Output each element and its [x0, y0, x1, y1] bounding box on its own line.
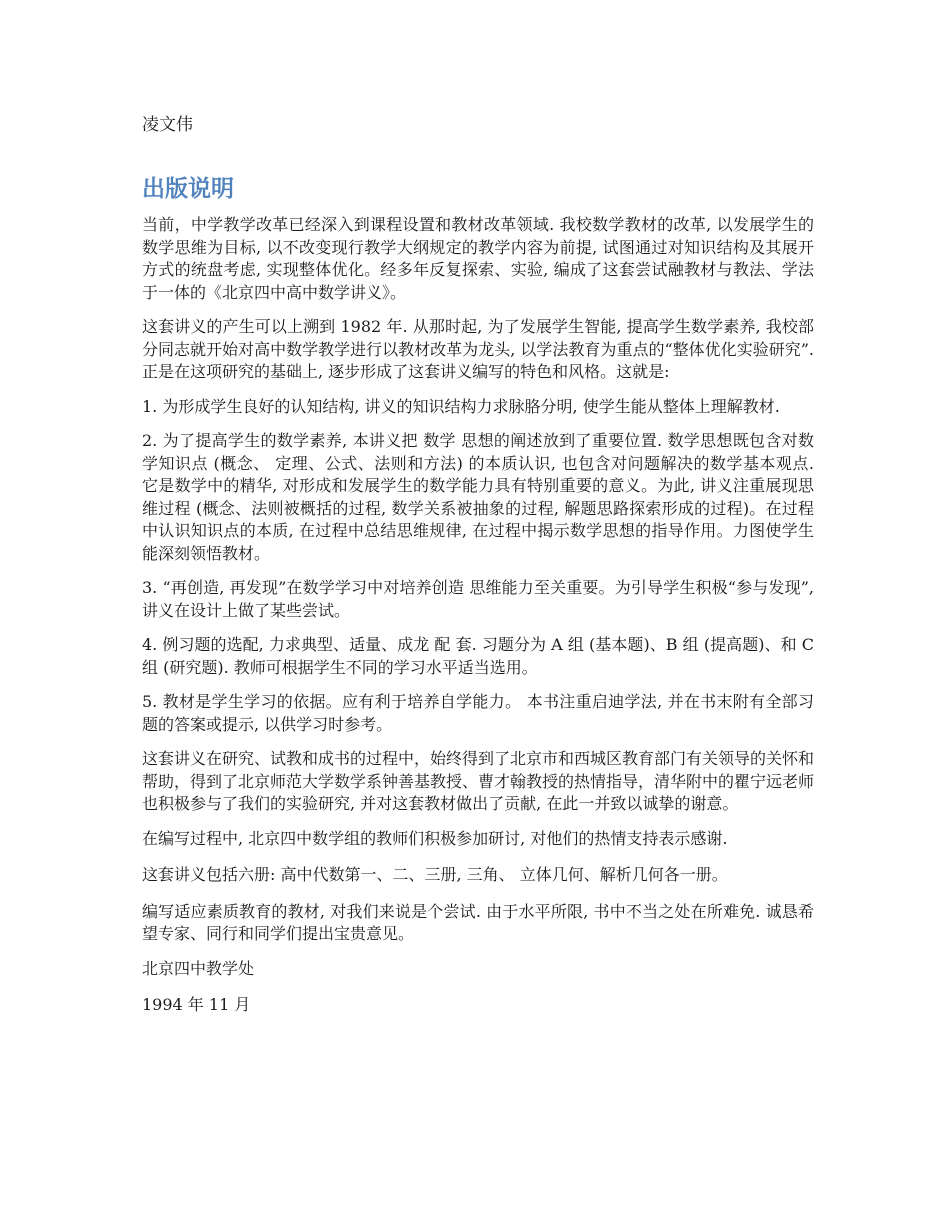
signature-org: 北京四中教学处 — [142, 958, 255, 978]
section-heading: 出版说明 — [142, 176, 234, 202]
paragraph-acknowledgement: 这套讲义在研究、试教和成书的过程中，始终得到了北京市和西城区教育部门有关领导的关怀和帮助，得到了北京师范大学数学系钟善基教授、曹才翰教授的热情指导，清华附中的瞿宁远老师也积极参与了我们的实验研究, 并对这套教材做出了贡献, 在此一并致以诚挚的谢意。 — [142, 749, 815, 813]
paragraph-volumes: 这套讲义包括六册: 高中代数第一、二、三册, 三角、 立体几何、解析几何各一册。 — [142, 865, 728, 884]
paragraph-closing: 编写适应素质教育的教材, 对我们来说是个尝试. 由于水平所限, 书中不当之处在所难免. 诚恳希望专家、同行和同学们提出宝贵意见。 — [142, 901, 814, 943]
paragraph-point-4: 4. 例习题的选配, 力求典型、适量、成龙 配 套. 习题分为 A 组 (基本题)、B 组 (提高题)、和 C 组 (研究题). 教师可根据学生不同的学习水平适当选用。 — [142, 635, 814, 677]
paragraph-history: 这套讲义的产生可以上溯到 1982 年. 从那时起, 为了发展学生智能, 提高学生数学素养, 我校部分同志就开始对高中数学教学进行以教材改革为龙头, 以学法教育为重点的“整体优化实验研究”. 正是在这项研究的基础上, 逐步形成了这套讲义编写的特色和风格。这就是: — [142, 317, 814, 381]
paragraph-point-2: 2. 为了提高学生的数学素养, 本讲义把 数学 思想的阐述放到了重要位置. 数学思想既包含对数学知识点 (概念、 定理、公式、法则和方法) 的本质认识, 也包含对问题解决的数学基本观点. 它是数学中的精华, 对形成和发展学生的数学能力具有特别重要的意义。为此, 讲义注重展现思维过程 (概念、法则被概括的过程, 数学关系被抽象的过程, 解题思路探索形成的过程)。在过程中认识知识点的本质, 在过程中总结思维规律, 在过程中揭示数学思想的指导作用。力图使学生能深刻领悟教材。 — [142, 431, 814, 563]
author-name: 凌文伟 — [142, 115, 193, 135]
paragraph-thanks: 在编写过程中, 北京四中数学组的教师们积极参加研讨, 对他们的热情支持表示感谢. — [142, 828, 728, 848]
paragraph-intro: 当前，中学教学改革已经深入到课程设置和教材改革领域. 我校数学教材的改革, 以发展学生的数学思维为目标, 以不改变现行教学大纲规定的教学内容为前提, 试图通过对知识结构及其展开方式的统盘考虑, 实现整体优化。经多年反复探索、实验, 编成了这套尝试融教材与教法、学法于一体的《北京四中高中数学讲义》。 — [142, 215, 814, 302]
signature-date: 1994 年 11 月 — [142, 995, 251, 1014]
paragraph-point-1: 1. 为形成学生良好的认知结构, 讲义的知识结构力求脉胳分明, 使学生能从整体上理解教材. — [142, 396, 780, 416]
paragraph-point-5: 5. 教材是学生学习的依据。应有利于培养自学能力。 本书注重启迪学法, 并在书末附有全部习题的答案或提示, 以供学习时参考。 — [142, 692, 814, 734]
paragraph-point-3: 3. “再创造, 再发现”在数学学习中对培养创造 思维能力至关重要。为引导学生积极“参与发现”, 讲义在设计上做了某些尝试。 — [142, 578, 814, 620]
document-page — [142, 112, 814, 1031]
